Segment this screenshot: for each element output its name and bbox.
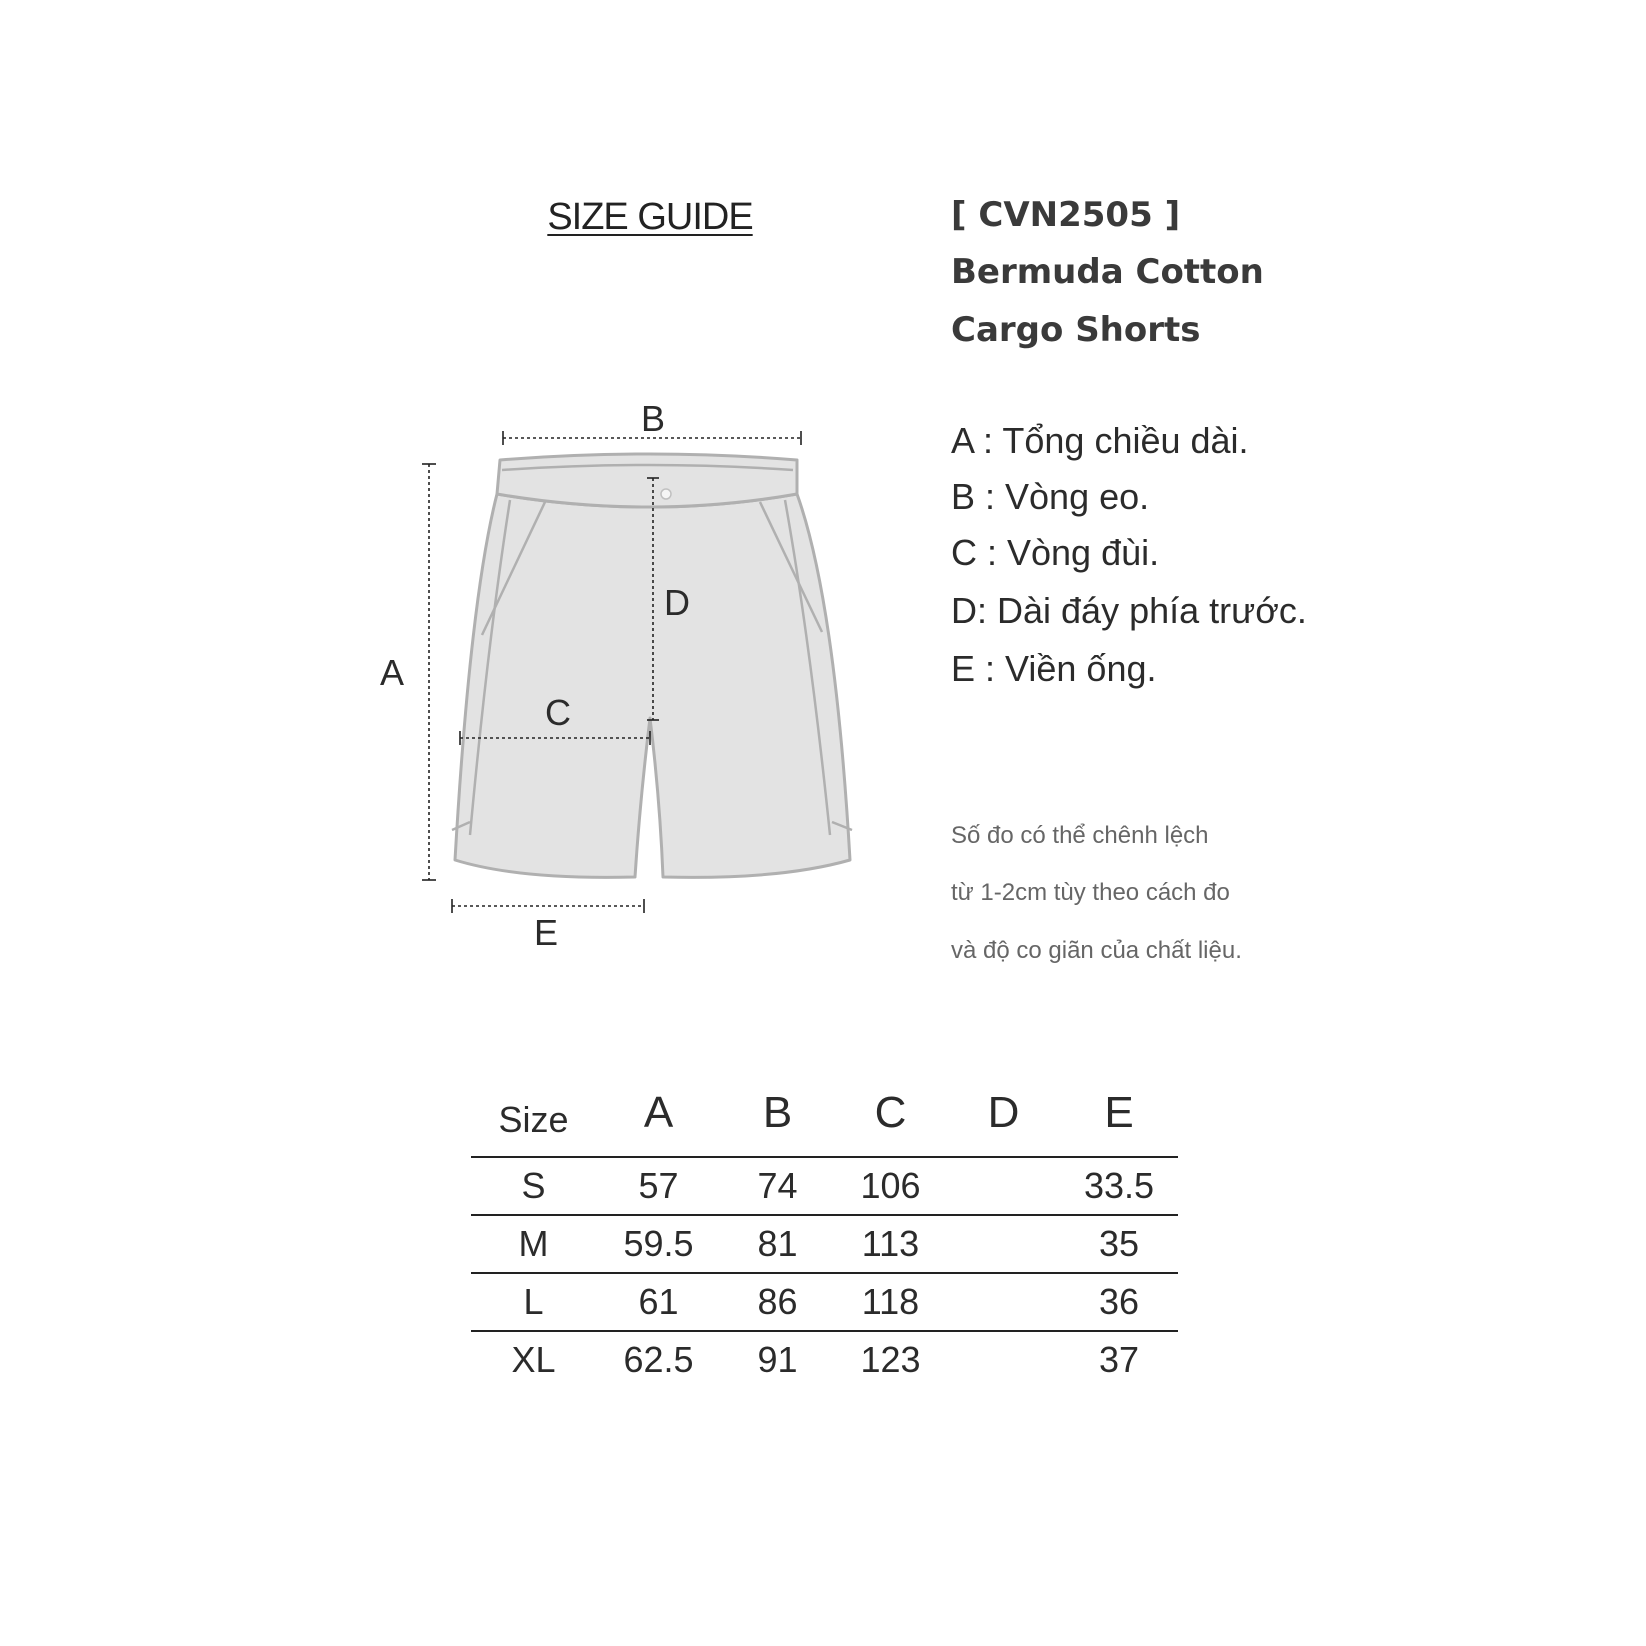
size-table	[471, 1070, 1178, 1388]
legend-item-d: D: Dài đáy phía trước.	[951, 590, 1307, 631]
legend-item-e: E : Viền ống.	[951, 648, 1157, 689]
table-cell: 61	[596, 1273, 721, 1331]
column-header-b: B	[762, 1088, 793, 1137]
table-cell: 59.5	[596, 1215, 721, 1273]
table-cell: 118	[834, 1273, 947, 1331]
table-cell	[947, 1331, 1060, 1388]
diagram-label-c: C	[545, 692, 571, 733]
table-row	[471, 1273, 1178, 1331]
diagram-label-d: D	[664, 582, 690, 623]
table-header-row	[471, 1070, 1178, 1157]
table-cell: 123	[834, 1331, 947, 1388]
table-cell: 81	[721, 1215, 834, 1273]
table-cell: 86	[721, 1273, 834, 1331]
table-row	[471, 1331, 1178, 1388]
column-header-d: D	[987, 1088, 1020, 1137]
table-cell: XL	[471, 1331, 596, 1388]
table-cell: 74	[721, 1157, 834, 1215]
legend-item-b: B : Vòng eo.	[951, 476, 1150, 517]
legend-item-c: C : Vòng đùi.	[951, 532, 1160, 573]
measurement-note-line-1: Số đo có thể chênh lệch	[951, 822, 1209, 849]
table-cell: 106	[834, 1157, 947, 1215]
size-guide-title: SIZE GUIDE	[547, 196, 753, 238]
diagram-label-b: B	[641, 398, 666, 439]
product-name-line-1: Bermuda Cotton	[951, 252, 1264, 292]
shorts-waistband	[497, 454, 797, 507]
measurement-note-line-2: từ 1-2cm tùy theo cách đo	[951, 879, 1230, 906]
table-row	[471, 1215, 1178, 1273]
table-cell	[947, 1273, 1060, 1331]
legend-item-a: A : Tổng chiều dài.	[951, 420, 1249, 461]
table-cell: 36	[1060, 1273, 1178, 1331]
table-cell: M	[471, 1215, 596, 1273]
column-header-a: A	[643, 1088, 674, 1137]
table-cell: 57	[596, 1157, 721, 1215]
table-cell: 35	[1060, 1215, 1178, 1273]
column-header-c: C	[874, 1088, 907, 1137]
table-cell: 33.5	[1060, 1157, 1178, 1215]
table-cell	[947, 1157, 1060, 1215]
diagram-label-a: A	[380, 652, 405, 693]
table-cell: 62.5	[596, 1331, 721, 1388]
table-cell: L	[471, 1273, 596, 1331]
column-header-size: Size	[498, 1099, 569, 1140]
table-row	[471, 1157, 1178, 1215]
waist-button-icon	[661, 489, 671, 499]
table-cell: 37	[1060, 1331, 1178, 1388]
product-code: [ CVN2505 ]	[951, 195, 1181, 235]
product-name-line-2: Cargo Shorts	[951, 310, 1201, 350]
measurement-note-line-3: và độ co giãn của chất liệu.	[951, 937, 1242, 964]
column-header-e: E	[1104, 1088, 1134, 1137]
table-cell: S	[471, 1157, 596, 1215]
table-cell: 91	[721, 1331, 834, 1388]
table-cell	[947, 1215, 1060, 1273]
table-cell: 113	[834, 1215, 947, 1273]
diagram-label-e: E	[534, 912, 559, 953]
